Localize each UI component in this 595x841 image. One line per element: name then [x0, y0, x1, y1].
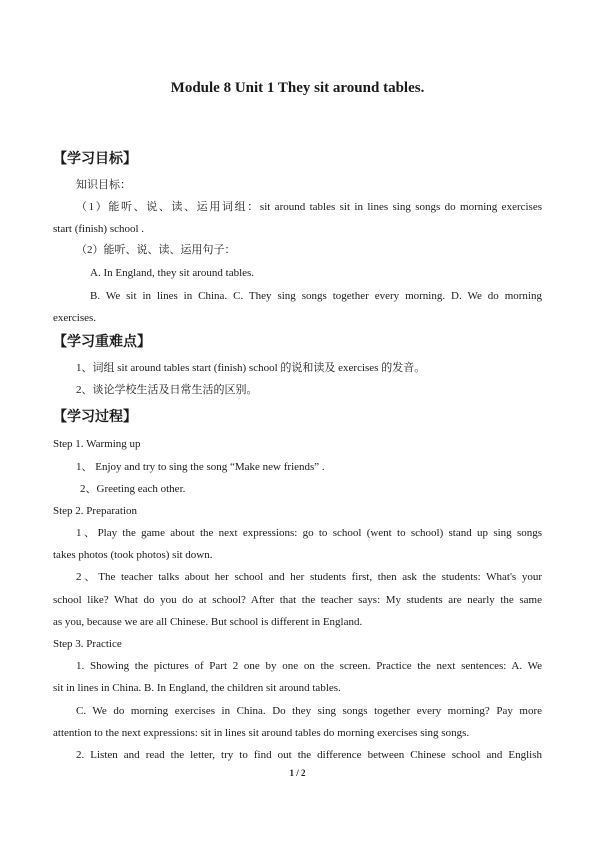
objective-sentences-bcd-line-1: B. We sit in lines in China. C. They sing songs together every morning. D. We do morning: [90, 290, 542, 302]
page-title: Module 8 Unit 1 They sit around tables.: [170, 80, 425, 96]
step-2-title: Step 2. Preparation: [53, 505, 138, 517]
objective-item-1-line-1: （1）能听、说、读、运用词组：sit around tables sit in lines sing songs do morning exercises: [76, 201, 542, 213]
step-3-title: Step 3. Practice: [53, 638, 122, 650]
key-points-heading: 【学习重难点】: [53, 334, 151, 350]
objective-item-1-line-2: start (finish) school .: [53, 223, 145, 235]
step-2-item-2-line-1: 2、The teacher talks about her school and her students first, then ask the students: What's your: [76, 571, 542, 583]
page-number: 1 / 2: [289, 768, 306, 778]
objective-item-2: （2）能听、说、读、运用句子：: [76, 244, 236, 256]
step-2-item-2-line-2: school like? What do you do at school? After that the teacher says: My students are nearly the same: [53, 594, 542, 606]
step-1-title: Step 1. Warming up: [53, 438, 141, 450]
step-1-item-2: 2、Greeting each other.: [80, 483, 186, 495]
process-heading: 【学习过程】: [53, 409, 137, 425]
objectives-heading: 【学习目标】: [53, 151, 137, 167]
step-2-item-2-line-3: as you, because we are all Chinese. But school is different in England.: [53, 616, 363, 628]
step-3-item-1-line-3: C. We do morning exercises in China. Do they sing songs together every morning? Pay more: [76, 705, 542, 717]
step-3-item-1-line-1: 1. Showing the pictures of Part 2 one by one on the screen. Practice the next sentences: A. We: [76, 660, 542, 672]
step-1-item-1: 1、 Enjoy and try to sing the song “Make new friends” .: [76, 461, 325, 473]
knowledge-label: 知识目标：: [76, 179, 131, 191]
step-3-item-2-line-1: 2. Listen and read the letter, try to find out the difference between Chinese school and English: [76, 749, 542, 761]
objective-sentence-a: A. In England, they sit around tables.: [90, 267, 255, 279]
step-2-item-1-line-1: 1、Play the game about the next expressions: go to school (went to school) stand up sing songs: [76, 527, 542, 539]
objective-sentences-bcd-line-2: exercises.: [53, 312, 97, 324]
step-2-item-1-line-2: takes photos (took photos) sit down.: [53, 549, 213, 561]
key-point-2: 2、谈论学校生活及日常生活的区别。: [76, 384, 258, 396]
key-point-1: 1、词组 sit around tables start (finish) school 的说和读及 exercises 的发音。: [76, 362, 426, 374]
step-3-item-1-line-4: attention to the next expressions: sit in lines sit around tables do morning exercises sing songs.: [53, 727, 470, 739]
step-3-item-1-line-2: sit in lines in China. B. In England, the children sit around tables.: [53, 682, 341, 694]
